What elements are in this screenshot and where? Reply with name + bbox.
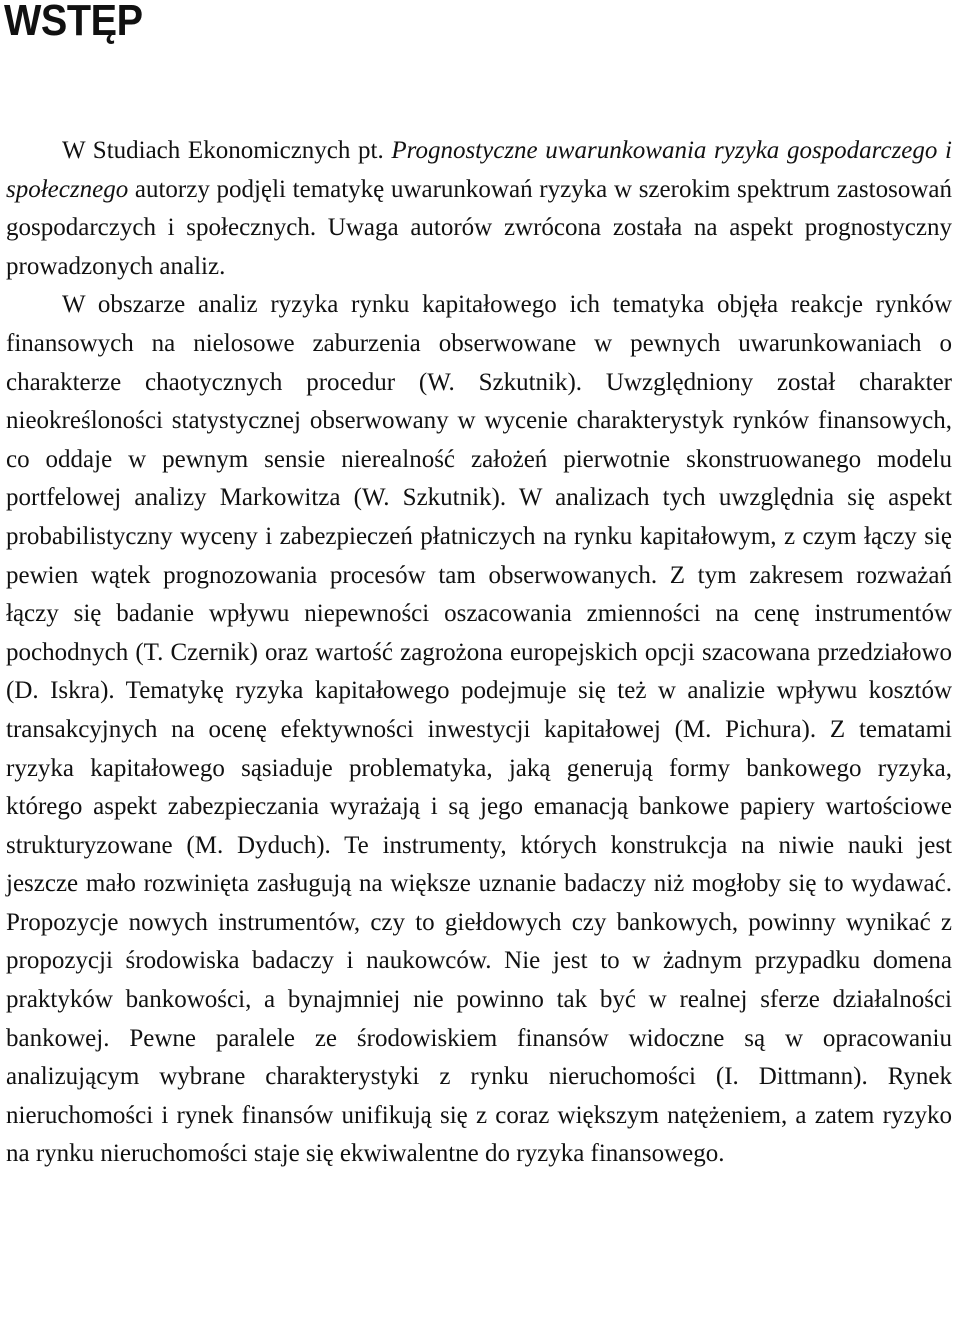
paragraph-1-intro: W Studiach Ekonomicznych pt. [62,137,392,164]
paragraph-1 [6,132,952,286]
section-heading: WSTĘP [4,0,143,45]
paragraph-1-rest: autorzy podjęli tematykę uwarunkowań ryzyka w szerokim spektrum zastosowań gospodarczych i społecznych. Uwaga autorów zwrócona została na aspekt prognostyczny prowadzonych analiz. [6,175,952,280]
paragraph-1-book-title: Prognostyczne uwarunkowania ryzyka gospodarczego i społecznego [6,137,952,203]
paragraph-2: W obszarze analiz ryzyka rynku kapitałowego ich tematyka objęła reakcje rynków finansowych na nielosowe zaburzenia obserwowane w pewnych uwarunkowaniach o charakterze chaotycznych procedur (W. Szkutnik). Uwzględniony został charakter nieokreśloności statystycznej obserwowany w wycenie charakterystyk rynków finansowych, co oddaje w pewnym sensie nierealność założeń pierwotnie skonstruowanego modelu portfelowej analizy Markowitza (W. Szkutnik). W analizach tych uwzględnia się aspekt probabilistyczny wyceny i zabezpieczeń płatniczych na rynku kapitałowym, z czym łączy się pewien wątek prognozowania procesów tam obserwowanych. Z tym zakresem rozważań łączy się badanie wpływu niepewności oszacowania zmienności na cenę instrumentów pochodnych (T. Czernik) oraz wartość zagrożona europejskich opcji szacowana przedziałowo (D. Iskra). Tematykę ryzyka kapitałowego podejmuje się też w analizie wpływu kosztów transakcyjnych na ocenę efektywności inwestycji kapitałowej (M. Pichura). Z tematami ryzyka kapitałowego sąsiaduje problematyka, jaką generują formy bankowego ryzyka, którego aspekt zabezpieczania wyrażają i są jego emanacją bankowe papiery wartościowe strukturyzowane (M. Dyduch). Te instrumenty, których konstrukcja na niwie nauki jest jeszcze mało rozwinięta zasługują na większe uznanie badaczy niż mogłoby się to wydawać. Propozycje nowych instrumentów, czy to giełdowych czy bankowych, powinny wynikać z propozycji środowiska badaczy i naukowców. Nie jest to w żadnym przypadku domena praktyków bankowości, a bynajmniej nie powinno tak być w realnej sferze działalności bankowej. Pewne paralele ze środowiskiem finansów widoczne są w opracowaniu analizującym wybrane charakterystyki z rynku nieruchomości (I. Dittmann). Rynek nieruchomości i rynek finansów unifikują się z coraz większym natężeniem, a zatem ryzyko na rynku nieruchomości staje się ekwiwalentne do ryzyka finansowego. [6,291,952,1168]
body-text [6,132,952,1174]
